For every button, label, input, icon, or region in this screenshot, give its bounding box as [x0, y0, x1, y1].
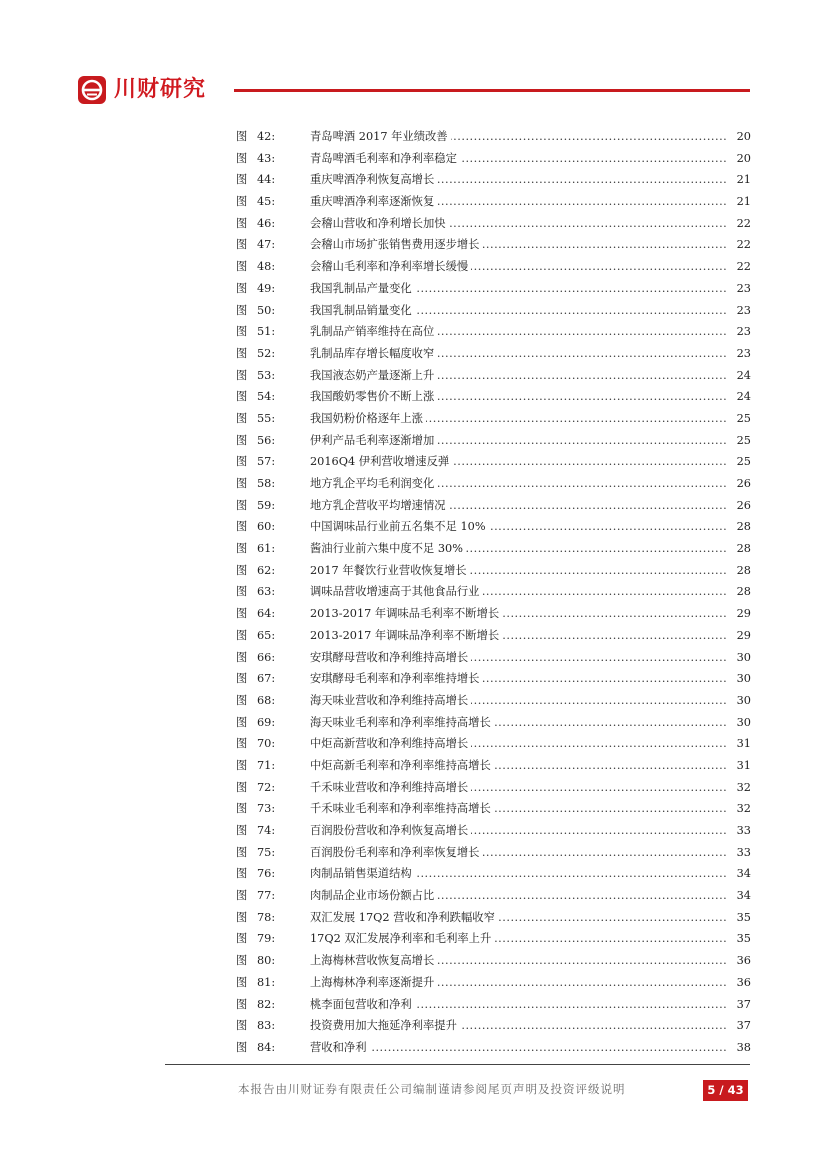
toc-entry-label: 图 — [236, 520, 248, 534]
toc-entry-leader — [310, 516, 727, 538]
toc-entry[interactable] — [236, 820, 751, 842]
toc-entry[interactable] — [236, 842, 751, 864]
toc-entry-title[interactable]: 上海梅林营收恢复高增长 — [310, 954, 437, 967]
toc-entry-label: 图 — [236, 867, 248, 881]
toc-entry-label: 图 — [236, 693, 248, 707]
toc-entry[interactable] — [236, 343, 751, 365]
toc-entry-number: 57: — [257, 455, 276, 469]
toc-entry-page[interactable]: 32 — [736, 802, 751, 816]
toc-entry[interactable] — [236, 755, 751, 777]
toc-entry-page[interactable]: 25 — [736, 411, 751, 425]
toc-entry-number: 76: — [257, 867, 276, 881]
toc-entry-title[interactable]: 肉制品企业市场份额占比 — [310, 889, 437, 902]
toc-entry-number: 53: — [257, 368, 276, 382]
toc-entry-page[interactable]: 20 — [736, 151, 751, 165]
toc-entry-title[interactable]: 中炬高新毛利率和净利率维持高增长 — [310, 759, 494, 772]
toc-entry-label: 图 — [236, 325, 248, 339]
toc-entry-label: 图 — [236, 607, 248, 621]
toc-entry-leader — [310, 972, 727, 994]
toc-entry-leader — [310, 300, 727, 322]
toc-entry-leader — [310, 668, 727, 690]
toc-entry-title[interactable]: 我国酸奶零售价不断上涨 — [310, 390, 437, 403]
toc-entry-title[interactable]: 乳制品产销率维持在高位 — [310, 325, 437, 338]
toc-entry-title[interactable]: 中国调味品行业前五名集不足 10% — [310, 520, 489, 533]
toc-entry[interactable] — [236, 907, 751, 929]
toc-entry-label: 图 — [236, 477, 248, 490]
toc-entry-number: 48: — [257, 260, 276, 274]
toc-entry-title[interactable]: 地方乳企营收平均增速情况 — [310, 499, 449, 512]
toc-entry-leader — [310, 408, 727, 430]
toc-entry-title[interactable]: 百润股份营收和净利恢复高增长 — [310, 824, 471, 837]
toc-entry-number: 73: — [257, 802, 276, 816]
toc-entry-title[interactable]: 青岛啤酒 2017 年业绩改善 — [310, 130, 451, 143]
toc-entry-leader — [310, 538, 727, 560]
toc-entry-title[interactable]: 2013-2017 年调味品毛利率不断增长 — [310, 607, 502, 620]
toc-entry-leader — [310, 365, 727, 387]
toc-entry-number: 84: — [257, 1040, 276, 1054]
toc-entry[interactable] — [236, 516, 751, 538]
toc-entry-number: 47: — [257, 238, 276, 252]
toc-entry-title[interactable]: 桃李面包营收和净利 — [310, 998, 415, 1011]
toc-entry[interactable] — [236, 451, 751, 473]
toc-entry-page[interactable]: 23 — [736, 281, 751, 295]
toc-entry-label: 图 — [236, 672, 248, 686]
toc-entry-title[interactable]: 海天味业营收和净利维持高增长 — [310, 694, 471, 707]
toc-entry-number: 61: — [257, 542, 276, 556]
toc-entry-label: 图 — [236, 542, 248, 556]
toc-entry-leader — [310, 256, 727, 278]
toc-entry-label: 图 — [236, 758, 248, 772]
toc-entry-page[interactable]: 35 — [736, 910, 751, 924]
toc-entry-leader — [310, 495, 727, 517]
toc-entry-label: 图 — [236, 455, 248, 469]
toc-entry-leader — [310, 625, 727, 647]
toc-entry-page[interactable]: 38 — [736, 1040, 751, 1054]
toc-entry-page[interactable]: 28 — [736, 520, 751, 534]
toc-entry-label: 图 — [236, 975, 248, 989]
toc-entry-title[interactable]: 酱油行业前六集中度不足 30% — [310, 542, 466, 555]
toc-entry[interactable] — [236, 300, 751, 322]
toc-entry-title[interactable]: 乳制品库存增长幅度收窄 — [310, 347, 437, 360]
toc-entry-leader — [310, 950, 727, 972]
toc-entry-page[interactable]: 36 — [736, 954, 751, 968]
toc-entry-page[interactable]: 33 — [736, 845, 751, 859]
toc-entry-page[interactable]: 25 — [736, 433, 751, 447]
toc-entry-page[interactable]: 21 — [736, 195, 751, 209]
toc-entry-number: 69: — [257, 715, 276, 729]
toc-entry[interactable] — [236, 798, 751, 820]
toc-entry-leader — [310, 994, 727, 1016]
toc-entry-number: 63: — [257, 585, 276, 599]
toc-entry[interactable] — [236, 560, 751, 582]
toc-entry-page[interactable]: 32 — [736, 780, 751, 794]
toc-entry[interactable] — [236, 972, 751, 994]
toc-entry-leader — [310, 798, 727, 820]
toc-entry[interactable] — [236, 647, 751, 669]
toc-entry-title[interactable]: 中炬高新营收和净利维持高增长 — [310, 737, 471, 750]
footer-divider — [165, 1064, 750, 1065]
toc-entry-page[interactable]: 37 — [736, 997, 751, 1011]
toc-entry-title[interactable]: 投资费用加大拖延净利率提升 — [310, 1019, 460, 1032]
toc-entry-title[interactable]: 会稽山毛利率和净利率增长缓慢 — [310, 260, 471, 273]
toc-entry[interactable] — [236, 603, 751, 625]
chuancai-logo-icon — [78, 76, 106, 104]
toc-entry-leader — [310, 581, 727, 603]
toc-entry-page[interactable]: 29 — [736, 607, 751, 621]
toc-entry[interactable] — [236, 169, 751, 191]
header-divider — [234, 89, 750, 92]
toc-entry-number: 72: — [257, 780, 276, 794]
toc-entry-number: 81: — [257, 975, 276, 989]
toc-entry-label: 图 — [236, 954, 248, 968]
toc-entry-title[interactable]: 双汇发展 17Q2 营收和净利跌幅收窄 — [310, 911, 498, 924]
toc-entry-label: 图 — [236, 889, 248, 903]
toc-entry-number: 42: — [257, 130, 276, 143]
toc-entry-page[interactable]: 22 — [736, 216, 751, 230]
toc-entry[interactable] — [236, 256, 751, 278]
toc-entry-number: 77: — [257, 889, 276, 903]
toc-entry-page[interactable]: 26 — [736, 498, 751, 512]
toc-entry[interactable] — [236, 148, 751, 170]
toc-entry-number: 44: — [257, 173, 276, 187]
toc-entry-title[interactable]: 我国乳制品销量变化 — [310, 304, 415, 317]
toc-entry-page[interactable]: 28 — [736, 563, 751, 577]
toc-entry[interactable] — [236, 473, 751, 495]
toc-entry[interactable] — [236, 1015, 751, 1037]
toc-entry-leader — [310, 712, 727, 734]
toc-entry-leader — [310, 343, 727, 365]
toc-entry-label: 图 — [236, 390, 248, 404]
toc-entry-number: 82: — [257, 997, 276, 1011]
toc-entry-title[interactable]: 调味品营收增速高于其他食品行业 — [310, 585, 482, 598]
toc-entry[interactable] — [236, 365, 751, 387]
toc-entry-title[interactable]: 千禾味业营收和净利维持高增长 — [310, 781, 471, 794]
toc-entry-leader — [310, 777, 727, 799]
toc-entry-label: 图 — [236, 932, 248, 946]
footer-disclaimer: 本报告由川财证券有限责任公司编制谨请参阅尾页声明及投资评级说明 — [238, 1082, 626, 1096]
toc-entry-title[interactable]: 安琪酵母毛利率和净利率维持增长 — [310, 672, 482, 685]
toc-entry-leader — [310, 690, 727, 712]
toc-entry-number: 56: — [257, 433, 276, 447]
toc-entry[interactable] — [236, 994, 751, 1016]
toc-entry-label: 图 — [236, 997, 248, 1011]
toc-entry-title[interactable]: 2013-2017 年调味品净利率不断增长 — [310, 629, 502, 642]
toc-entry-title[interactable]: 会稽山营收和净利增长加快 — [310, 217, 449, 230]
toc-entry-leader — [310, 126, 727, 148]
toc-entry-page[interactable]: 34 — [736, 867, 751, 881]
toc-entry-page[interactable]: 21 — [736, 173, 751, 187]
toc-entry-title[interactable]: 会稽山市场扩张销售费用逐步增长 — [310, 238, 482, 251]
toc-entry-label: 图 — [236, 650, 248, 664]
toc-entry-leader — [310, 451, 727, 473]
toc-entry-title[interactable]: 2016Q4 伊利营收增速反弹 — [310, 455, 452, 468]
toc-entry[interactable] — [236, 950, 751, 972]
toc-entry-number: 70: — [257, 737, 276, 751]
toc-entry-leader — [310, 321, 727, 343]
toc-entry-label: 图 — [236, 411, 248, 425]
toc-entry-leader — [310, 928, 727, 950]
toc-entry-title[interactable]: 重庆啤酒净利率逐渐恢复 — [310, 195, 437, 208]
toc-entry-leader — [310, 842, 727, 864]
toc-entry-number: 59: — [257, 498, 276, 512]
toc-entry-number: 74: — [257, 824, 276, 837]
toc-entry-title[interactable]: 我国液态奶产量逐渐上升 — [310, 369, 437, 382]
toc-entry-page[interactable]: 25 — [736, 455, 751, 469]
toc-entry-label: 图 — [236, 303, 248, 317]
toc-entry-label: 图 — [236, 173, 248, 187]
toc-entry[interactable] — [236, 213, 751, 235]
toc-entry-number: 68: — [257, 693, 276, 707]
toc-entry-page[interactable]: 23 — [736, 346, 751, 360]
toc-entry-number: 55: — [257, 411, 276, 425]
toc-entry-leader — [310, 430, 727, 452]
toc-entry-number: 50: — [257, 303, 276, 317]
toc-entry-title[interactable]: 千禾味业毛利率和净利率维持高增长 — [310, 802, 494, 815]
toc-entry[interactable] — [236, 1037, 751, 1059]
toc-entry-title[interactable]: 我国乳制品产量变化 — [310, 282, 415, 295]
toc-entry-page[interactable]: 20 — [736, 130, 751, 143]
toc-entry-page[interactable]: 36 — [736, 975, 751, 989]
toc-entry-leader — [310, 386, 727, 408]
toc-entry[interactable] — [236, 581, 751, 603]
toc-entry-page[interactable]: 22 — [736, 260, 751, 274]
toc-entry-page[interactable]: 35 — [736, 932, 751, 946]
toc-entry[interactable] — [236, 430, 751, 452]
toc-entry-page[interactable]: 23 — [736, 303, 751, 317]
toc-entry-number: 54: — [257, 390, 276, 404]
toc-entry-label: 图 — [236, 802, 248, 816]
toc-entry-label: 图 — [236, 195, 248, 209]
toc-entry-title[interactable]: 伊利产品毛利率逐渐增加 — [310, 434, 437, 447]
toc-entry-leader — [310, 820, 727, 842]
toc-entry-number: 66: — [257, 650, 276, 664]
toc-entry-title[interactable]: 2017 年餐饮行业营收恢复增长 — [310, 564, 470, 577]
toc-entry-title[interactable]: 营收和净利 — [310, 1041, 370, 1054]
toc-entry-number: 71: — [257, 758, 276, 772]
toc-entry-page[interactable]: 33 — [736, 824, 751, 837]
toc-entry-label: 图 — [236, 130, 248, 143]
toc-entry-label: 图 — [236, 715, 248, 729]
toc-entry-number: 49: — [257, 281, 276, 295]
toc-entry-label: 图 — [236, 910, 248, 924]
toc-entry-page[interactable]: 22 — [736, 238, 751, 252]
toc-entry-title[interactable]: 上海梅林净利率逐渐提升 — [310, 976, 437, 989]
toc-entry-label: 图 — [236, 1019, 248, 1033]
toc-entry-label: 图 — [236, 368, 248, 382]
toc-entry-title[interactable]: 肉制品销售渠道结构 — [310, 867, 415, 880]
toc-entry[interactable] — [236, 668, 751, 690]
toc-entry-title[interactable]: 地方乳企平均毛利润变化 — [310, 477, 437, 490]
toc-entry-leader — [310, 1037, 727, 1059]
figure-list — [236, 126, 751, 1059]
toc-entry-leader — [310, 885, 727, 907]
toc-entry-title[interactable]: 百润股份毛利率和净利率恢复增长 — [310, 846, 482, 859]
page-header — [78, 72, 750, 112]
toc-entry-number: 46: — [257, 216, 276, 230]
toc-entry-number: 58: — [257, 477, 276, 490]
toc-entry[interactable] — [236, 625, 751, 647]
toc-entry-label: 图 — [236, 433, 248, 447]
toc-entry[interactable] — [236, 928, 751, 950]
toc-entry-number: 51: — [257, 325, 276, 339]
toc-entry-leader — [310, 234, 727, 256]
toc-entry-label: 图 — [236, 1040, 248, 1054]
toc-entry-leader — [310, 560, 727, 582]
toc-entry-number: 60: — [257, 520, 276, 534]
toc-entry-label: 图 — [236, 151, 248, 165]
toc-entry[interactable] — [236, 733, 751, 755]
toc-entry-leader — [310, 169, 727, 191]
toc-entry-label: 图 — [236, 585, 248, 599]
toc-entry-number: 64: — [257, 607, 276, 621]
toc-entry-title[interactable]: 重庆啤酒净利恢复高增长 — [310, 173, 437, 186]
toc-entry-title[interactable]: 海天味业毛利率和净利率维持高增长 — [310, 716, 494, 729]
toc-entry[interactable] — [236, 278, 751, 300]
toc-entry-leader — [310, 473, 727, 495]
toc-entry[interactable] — [236, 538, 751, 560]
toc-entry[interactable] — [236, 690, 751, 712]
toc-entry-label: 图 — [236, 780, 248, 794]
toc-entry[interactable] — [236, 495, 751, 517]
toc-entry-leader — [310, 733, 727, 755]
toc-entry-label: 图 — [236, 346, 248, 360]
toc-entry-label: 图 — [236, 260, 248, 274]
toc-entry-page[interactable]: 31 — [736, 758, 751, 772]
toc-entry-leader — [310, 755, 727, 777]
toc-entry-number: 52: — [257, 346, 276, 360]
toc-entry-leader — [310, 191, 727, 213]
page-number-badge: 5 / 43 — [703, 1080, 748, 1101]
toc-entry-number: 62: — [257, 563, 276, 577]
toc-entry-page[interactable]: 37 — [736, 1019, 751, 1033]
toc-entry-page[interactable]: 34 — [736, 889, 751, 903]
toc-entry-label: 图 — [236, 628, 248, 642]
toc-entry-page[interactable]: 30 — [736, 672, 751, 686]
toc-entry[interactable] — [236, 712, 751, 734]
toc-entry[interactable] — [236, 777, 751, 799]
toc-entry[interactable] — [236, 234, 751, 256]
toc-entry-label: 图 — [236, 737, 248, 751]
toc-entry-page[interactable]: 28 — [736, 542, 751, 556]
toc-entry[interactable] — [236, 408, 751, 430]
toc-entry-label: 图 — [236, 498, 248, 512]
toc-entry-number: 65: — [257, 628, 276, 642]
toc-entry-page[interactable]: 29 — [736, 628, 751, 642]
toc-entry-title[interactable]: 青岛啤酒毛利率和净利率稳定 — [310, 152, 460, 165]
toc-entry-page[interactable]: 28 — [736, 585, 751, 599]
toc-entry-number: 83: — [257, 1019, 276, 1033]
toc-entry-title[interactable]: 安琪酵母营收和净利维持高增长 — [310, 651, 471, 664]
toc-entry-page[interactable]: 31 — [736, 737, 751, 751]
toc-entry-page[interactable]: 30 — [736, 715, 751, 729]
toc-entry-leader — [310, 148, 727, 170]
toc-entry-leader — [310, 1015, 727, 1037]
toc-entry-number: 75: — [257, 845, 276, 859]
toc-entry-page[interactable]: 30 — [736, 693, 751, 707]
toc-entry[interactable] — [236, 386, 751, 408]
toc-entry-number: 79: — [257, 932, 276, 946]
toc-entry-leader — [310, 907, 727, 929]
toc-entry-title[interactable]: 我国奶粉价格逐年上涨 — [310, 412, 426, 425]
toc-entry-label: 图 — [236, 238, 248, 252]
toc-entry-page[interactable]: 26 — [736, 477, 751, 490]
toc-entry-title[interactable]: 17Q2 双汇发展净利率和毛利率上升 — [310, 932, 494, 945]
toc-entry[interactable] — [236, 885, 751, 907]
toc-entry-page[interactable]: 23 — [736, 325, 751, 339]
toc-entry-page[interactable]: 30 — [736, 650, 751, 664]
toc-entry-label: 图 — [236, 216, 248, 230]
toc-entry-number: 78: — [257, 910, 276, 924]
toc-entry-leader — [310, 603, 727, 625]
toc-entry-page[interactable]: 24 — [736, 368, 751, 382]
toc-entry-leader — [310, 213, 727, 235]
toc-entry[interactable] — [236, 191, 751, 213]
toc-entry[interactable] — [236, 321, 751, 343]
toc-entry-number: 45: — [257, 195, 276, 209]
logo-text: 川财研究 — [114, 77, 207, 102]
toc-entry[interactable] — [236, 863, 751, 885]
toc-entry-page[interactable]: 24 — [736, 390, 751, 404]
toc-entry-number: 43: — [257, 151, 276, 165]
toc-entry-label: 图 — [236, 824, 248, 837]
toc-entry[interactable] — [236, 126, 751, 148]
toc-entry-leader — [310, 278, 727, 300]
toc-entry-label: 图 — [236, 281, 248, 295]
toc-entry-leader — [310, 863, 727, 885]
toc-entry-leader — [310, 647, 727, 669]
toc-entry-number: 67: — [257, 672, 276, 686]
toc-entry-label: 图 — [236, 845, 248, 859]
toc-entry-number: 80: — [257, 954, 276, 968]
toc-entry-label: 图 — [236, 563, 248, 577]
